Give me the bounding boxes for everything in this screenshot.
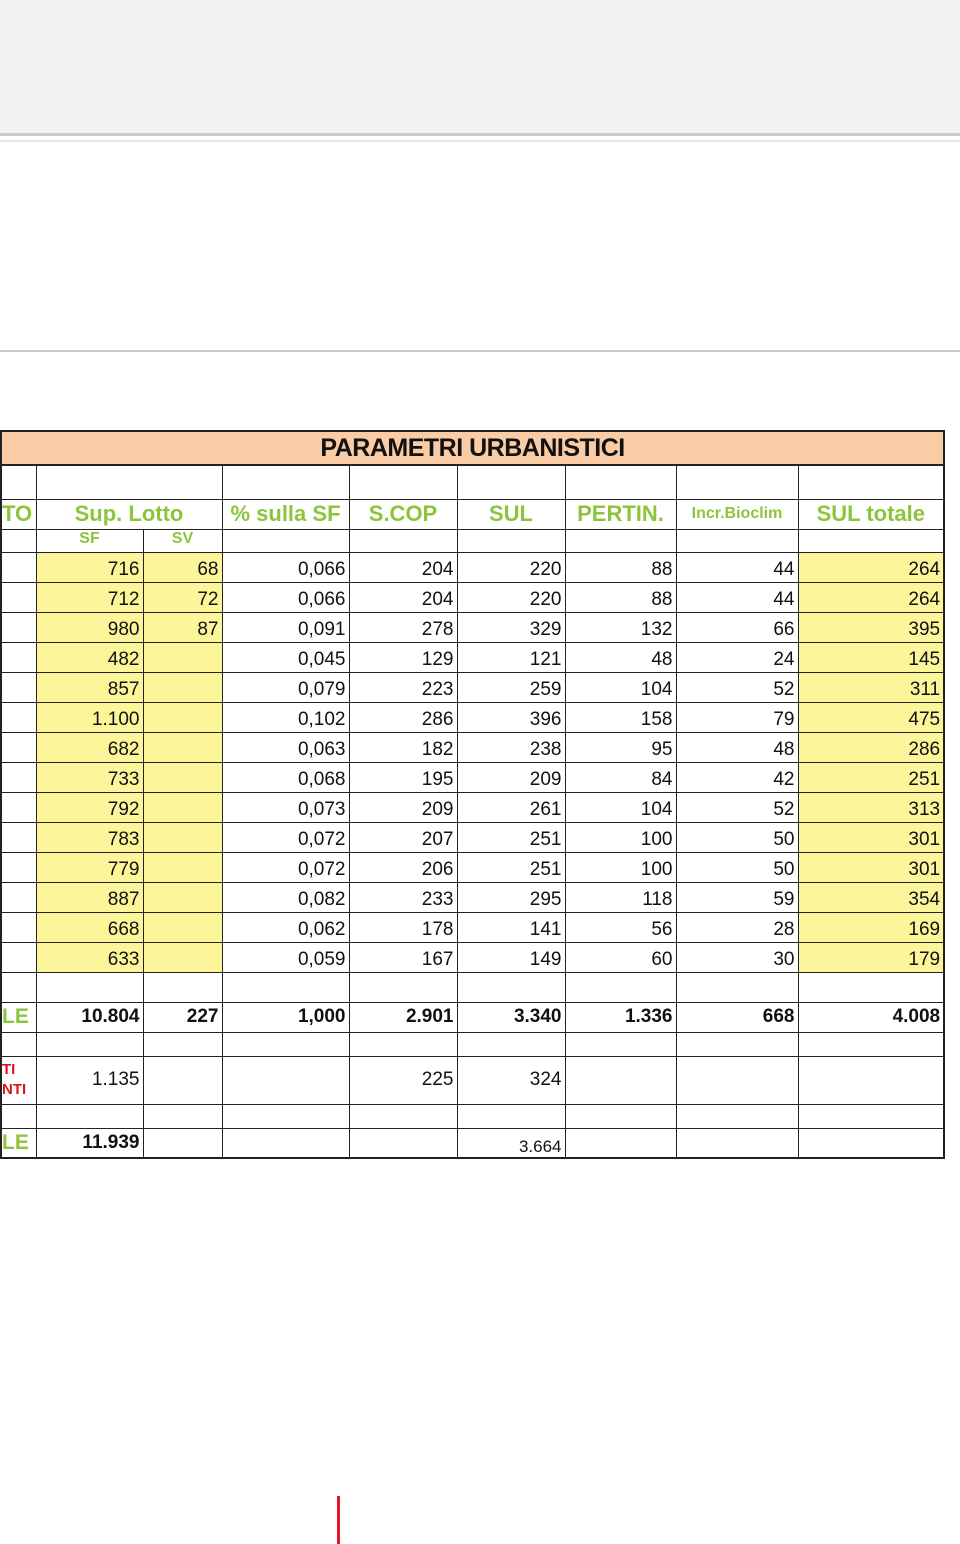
- cell-sul: 209: [457, 762, 565, 792]
- totale-pct: 1,000: [222, 1002, 349, 1032]
- spacer-row: [1, 1104, 944, 1128]
- totale-pertin: 1.336: [565, 1002, 676, 1032]
- cell-incr-bioclim: 28: [676, 912, 798, 942]
- totale-scop: 2.901: [349, 1002, 457, 1032]
- row-label-cell: [1, 672, 36, 702]
- cell-incr-bioclim: 44: [676, 552, 798, 582]
- row-label-cell: [1, 822, 36, 852]
- cell-sf: 482: [36, 642, 143, 672]
- cell-incr-bioclim: 50: [676, 822, 798, 852]
- cell-pct-sf: 0,059: [222, 942, 349, 972]
- table-row: [1, 882, 944, 912]
- blank-row: [1, 465, 944, 499]
- spreadsheet-image: [0, 430, 943, 1159]
- cell-pertin: 132: [565, 612, 676, 642]
- table-row: [1, 792, 944, 822]
- subheader-sf: SF: [36, 529, 143, 552]
- cell-incr-bioclim: 52: [676, 792, 798, 822]
- cell-sul: 141: [457, 912, 565, 942]
- esistenti-label: [1, 1056, 36, 1104]
- cell-pertin: 48: [565, 642, 676, 672]
- totale-incr: 668: [676, 1002, 798, 1032]
- cell-sul-totale: 145: [798, 642, 944, 672]
- cell-sf: 857: [36, 672, 143, 702]
- cell-sf: 887: [36, 882, 143, 912]
- cell-sul: 396: [457, 702, 565, 732]
- cell-pertin: 84: [565, 762, 676, 792]
- cell-sul: 220: [457, 582, 565, 612]
- cell-incr-bioclim: 42: [676, 762, 798, 792]
- totale-row: [1, 1002, 944, 1032]
- cell-sul-totale: 251: [798, 762, 944, 792]
- esistenti-row: [1, 1056, 944, 1104]
- cell-incr-bioclim: 52: [676, 672, 798, 702]
- esistenti-label-line2: NTI: [2, 1081, 27, 1098]
- cell-scop: 195: [349, 762, 457, 792]
- header-pertin: PERTIN.: [565, 499, 676, 529]
- cell-sul: 295: [457, 882, 565, 912]
- totale-sf: 10.804: [36, 1002, 143, 1032]
- header-sup-lotto: Sup. Lotto: [36, 499, 222, 529]
- cell-scop: 204: [349, 582, 457, 612]
- row-label-cell: [1, 612, 36, 642]
- cell-sv: [143, 642, 222, 672]
- table-row: [1, 912, 944, 942]
- esistenti-sf: 1.135: [36, 1056, 143, 1104]
- browser-top-bar: [0, 0, 960, 136]
- cell-pct-sf: 0,082: [222, 882, 349, 912]
- cell-sul-totale: 395: [798, 612, 944, 642]
- cell-scop: 223: [349, 672, 457, 702]
- row-label-cell: [1, 942, 36, 972]
- subheader-sv: SV: [143, 529, 222, 552]
- cell-sul: 121: [457, 642, 565, 672]
- cell-scop: 129: [349, 642, 457, 672]
- cell-pertin: 158: [565, 702, 676, 732]
- cell-pct-sf: 0,079: [222, 672, 349, 702]
- cell-sf: 712: [36, 582, 143, 612]
- text-cursor-marker: [337, 1496, 340, 1544]
- cell-pertin: 60: [565, 942, 676, 972]
- table-row: [1, 762, 944, 792]
- finale-sf: 11.939: [36, 1128, 143, 1158]
- esistenti-scop: 225: [349, 1056, 457, 1104]
- cell-sv: 72: [143, 582, 222, 612]
- table-row: [1, 822, 944, 852]
- cell-pertin: 100: [565, 852, 676, 882]
- cell-incr-bioclim: 44: [676, 582, 798, 612]
- cell-sv: [143, 672, 222, 702]
- cell-scop: 209: [349, 792, 457, 822]
- cell-sul-totale: 179: [798, 942, 944, 972]
- table-row: [1, 612, 944, 642]
- totale-label: LE: [1, 1002, 36, 1032]
- cell-sv: [143, 732, 222, 762]
- cell-sul: 329: [457, 612, 565, 642]
- subheader-row: [1, 529, 944, 552]
- row-label-cell: [1, 732, 36, 762]
- row-label-cell: [1, 552, 36, 582]
- cell-pct-sf: 0,073: [222, 792, 349, 822]
- cell-sul-totale: 311: [798, 672, 944, 702]
- cell-scop: 178: [349, 912, 457, 942]
- cell-scop: 167: [349, 942, 457, 972]
- cell-sv: [143, 702, 222, 732]
- cell-pct-sf: 0,102: [222, 702, 349, 732]
- finale-label: LE: [1, 1128, 36, 1158]
- cell-pct-sf: 0,091: [222, 612, 349, 642]
- cell-pertin: 56: [565, 912, 676, 942]
- title-row: [1, 431, 944, 465]
- esistenti-sul: 324: [457, 1056, 565, 1104]
- cell-sv: 87: [143, 612, 222, 642]
- cell-sf: 682: [36, 732, 143, 762]
- cell-sul-totale: 313: [798, 792, 944, 822]
- cell-sul-totale: 264: [798, 552, 944, 582]
- cell-pertin: 95: [565, 732, 676, 762]
- esistenti-label-line1: TI: [2, 1061, 16, 1078]
- document-horizontal-rule: [0, 350, 960, 352]
- cell-scop: 278: [349, 612, 457, 642]
- cell-scop: 182: [349, 732, 457, 762]
- cell-pct-sf: 0,062: [222, 912, 349, 942]
- cell-incr-bioclim: 66: [676, 612, 798, 642]
- spacer-row: [1, 1032, 944, 1056]
- totale-sul: 3.340: [457, 1002, 565, 1032]
- cell-sv: [143, 942, 222, 972]
- cell-scop: 286: [349, 702, 457, 732]
- cell-sv: [143, 882, 222, 912]
- row-label-cell: [1, 912, 36, 942]
- cell-pertin: 88: [565, 582, 676, 612]
- cell-sf: 783: [36, 822, 143, 852]
- cell-sv: 68: [143, 552, 222, 582]
- table-row: [1, 672, 944, 702]
- cell-sul-totale: 169: [798, 912, 944, 942]
- cell-sul-totale: 301: [798, 822, 944, 852]
- cell-pct-sf: 0,066: [222, 552, 349, 582]
- cell-pertin: 88: [565, 552, 676, 582]
- row-label-cell: [1, 642, 36, 672]
- cell-sf: 792: [36, 792, 143, 822]
- cell-scop: 207: [349, 822, 457, 852]
- cell-incr-bioclim: 48: [676, 732, 798, 762]
- table-row: [1, 582, 944, 612]
- row-label-cell: [1, 582, 36, 612]
- cell-incr-bioclim: 79: [676, 702, 798, 732]
- cell-sul: 259: [457, 672, 565, 702]
- table-title: PARAMETRI URBANISTICI: [1, 431, 944, 465]
- row-label-cell: [1, 882, 36, 912]
- row-label-cell: [1, 762, 36, 792]
- cell-sv: [143, 762, 222, 792]
- cell-scop: 233: [349, 882, 457, 912]
- cell-incr-bioclim: 59: [676, 882, 798, 912]
- cell-sv: [143, 792, 222, 822]
- cell-pertin: 104: [565, 672, 676, 702]
- row-label-cell: [1, 702, 36, 732]
- table-row: [1, 552, 944, 582]
- cell-sv: [143, 912, 222, 942]
- parametri-urbanistici-table: [0, 430, 945, 1159]
- header-scop: S.COP: [349, 499, 457, 529]
- header-sul: SUL: [457, 499, 565, 529]
- cell-sf: 716: [36, 552, 143, 582]
- cell-incr-bioclim: 30: [676, 942, 798, 972]
- cell-sul-totale: 475: [798, 702, 944, 732]
- table-row: [1, 702, 944, 732]
- table-row: [1, 852, 944, 882]
- table-row: [1, 642, 944, 672]
- cell-incr-bioclim: 50: [676, 852, 798, 882]
- header-row: [1, 499, 944, 529]
- cell-sul: 261: [457, 792, 565, 822]
- cell-sul: 238: [457, 732, 565, 762]
- cell-sul: 251: [457, 822, 565, 852]
- cell-pertin: 104: [565, 792, 676, 822]
- cell-sul: 149: [457, 942, 565, 972]
- cell-sul-totale: 301: [798, 852, 944, 882]
- cell-sf: 1.100: [36, 702, 143, 732]
- cell-sul: 220: [457, 552, 565, 582]
- header-col0: TO: [1, 499, 36, 529]
- cell-scop: 204: [349, 552, 457, 582]
- header-pct-sf: % sulla SF: [222, 499, 349, 529]
- cell-scop: 206: [349, 852, 457, 882]
- spacer-row: [1, 972, 944, 1002]
- cell-pct-sf: 0,063: [222, 732, 349, 762]
- row-label-cell: [1, 792, 36, 822]
- cell-sf: 668: [36, 912, 143, 942]
- cell-sf: 779: [36, 852, 143, 882]
- finale-row: [1, 1128, 944, 1158]
- cell-incr-bioclim: 24: [676, 642, 798, 672]
- cell-pct-sf: 0,072: [222, 822, 349, 852]
- table-row: [1, 942, 944, 972]
- cell-sv: [143, 852, 222, 882]
- totale-sul-totale: 4.008: [798, 1002, 944, 1032]
- cell-sf: 980: [36, 612, 143, 642]
- cell-pertin: 100: [565, 822, 676, 852]
- cell-sv: [143, 822, 222, 852]
- cell-sf: 633: [36, 942, 143, 972]
- cell-pct-sf: 0,045: [222, 642, 349, 672]
- top-separator: [0, 140, 960, 142]
- header-incr-bioclim: Incr.Bioclim: [676, 499, 798, 529]
- finale-sul: 3.664: [457, 1128, 565, 1158]
- cell-sf: 733: [36, 762, 143, 792]
- cell-sul-totale: 286: [798, 732, 944, 762]
- cell-pct-sf: 0,066: [222, 582, 349, 612]
- row-label-cell: [1, 852, 36, 882]
- cell-sul-totale: 354: [798, 882, 944, 912]
- cell-pct-sf: 0,072: [222, 852, 349, 882]
- cell-sul-totale: 264: [798, 582, 944, 612]
- totale-sv: 227: [143, 1002, 222, 1032]
- cell-pertin: 118: [565, 882, 676, 912]
- cell-sul: 251: [457, 852, 565, 882]
- cell-pct-sf: 0,068: [222, 762, 349, 792]
- table-row: [1, 732, 944, 762]
- header-sul-totale: SUL totale: [798, 499, 944, 529]
